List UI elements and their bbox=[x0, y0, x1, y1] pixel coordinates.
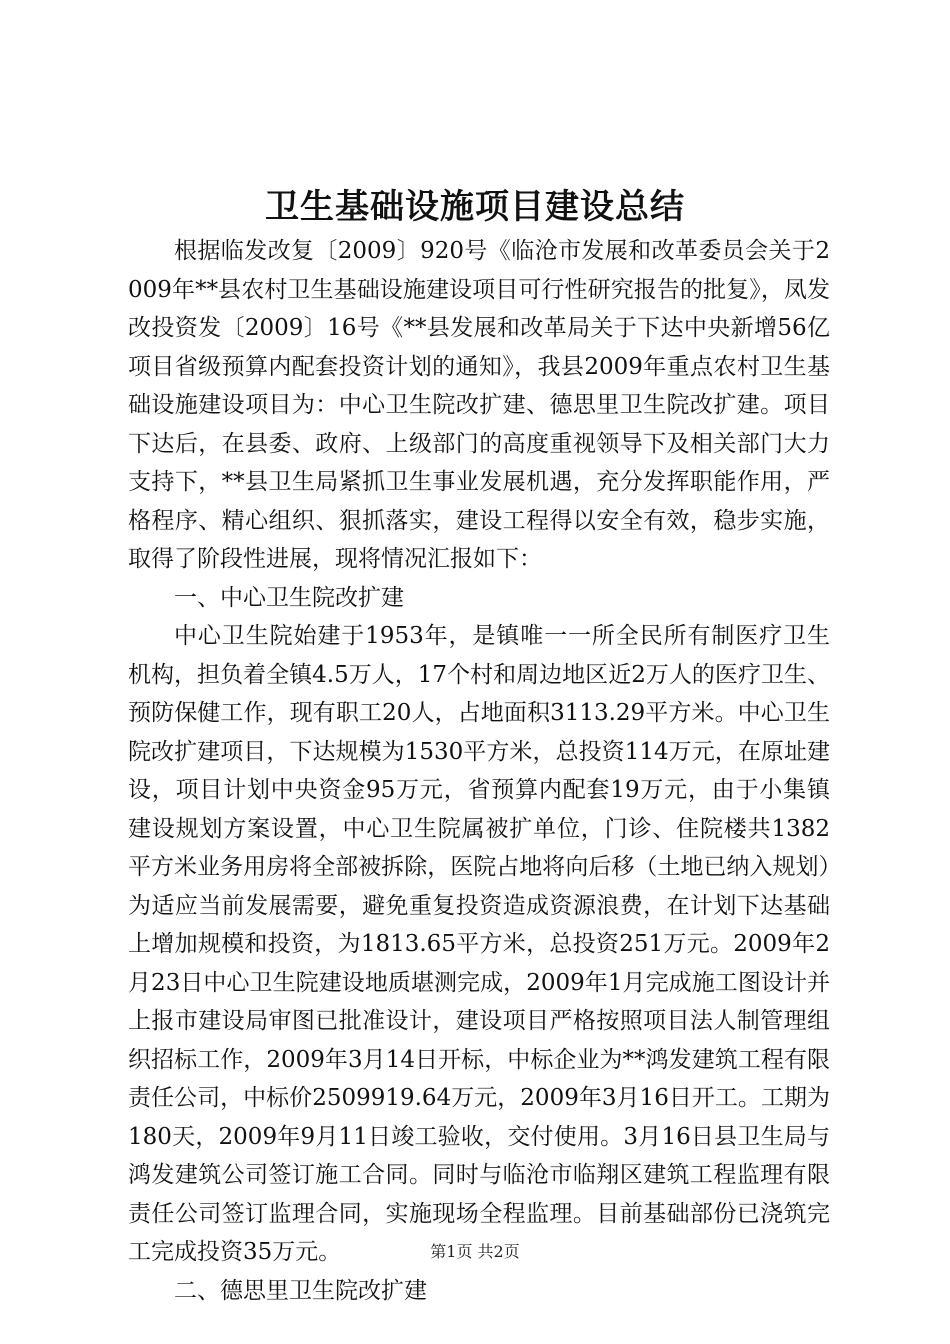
document-body bbox=[128, 232, 830, 1310]
document-title: 卫生基础设施项目建设总结 bbox=[265, 187, 685, 227]
intro-paragraph: 根据临发改复〔2009〕920号《临沧市发展和改革委员会关于2009年**县农村卫生基础设施建设项目可行性研究报告的批复》，凤发改投资发〔2009〕16号《**县发展和改革局关于下达中央新增56亿项目省级预算内配套投资计划的通知》，我县2009年重点农村卫生基础设施建设项目为：中心卫生院改扩建、德思里卫生院改扩建。项目下达后，在县委、政府、上级部门的高度重视领导下及相关部门大力支持下，**县卫生局紧抓卫生事业发展机遇，充分发挥职能作用，严格程序、精心组织、狠抓落实，建设工程得以安全有效，稳步实施，取得了阶段性进展，现将情况汇报如下： bbox=[128, 238, 830, 572]
page-footer: 第1页 共2页 bbox=[430, 1242, 520, 1261]
section-heading-1: 一、中心卫生院改扩建 bbox=[174, 584, 404, 611]
section-1-paragraph: 中心卫生院始建于1953年，是镇唯一一所全民所有制医疗卫生机构，担负着全镇4.5万人，17个村和周边地区近2万人的医疗卫生、预防保健工作，现有职工20人，占地面积3113.29平方米。中心卫生院改扩建项目，下达规模为1530平方米，总投资114万元，在原址建设，项目计划中央资金95万元，省预算内配套19万元，由于小集镇建设规划方案设置，中心卫生院属被扩单位，门诊、住院楼共1382平方米业务用房将全部被拆除，医院占地将向后移（土地已纳入规划）为适应当前发展需要，避免重复投资造成资源浪费，在计划下达基础上增加规模和投资，为1813.65平方米，总投资251万元。2009年2月23日中心卫生院建设地质堪测完成，2009年1月完成施工图设计并上报市建设局审图已批准设计，建设项目严格按照项目法人制管理组织招标工作，2009年3月14日开标，中标企业为**鸿发建筑工程有限责任公司，中标价2509919.64万元，2009年3月16日开工。工期为180天，2009年9月11日竣工验收，交付使用。3月16日县卫生局与鸿发建筑公司签订施工合同。同时与临沧市临翔区建筑工程监理有限责任公司签订监理合同，实施现场全程监理。目前基础部份已浇筑完工完成投资35万元。 bbox=[128, 623, 830, 1265]
section-heading-2: 二、德思里卫生院改扩建 bbox=[174, 1277, 427, 1304]
